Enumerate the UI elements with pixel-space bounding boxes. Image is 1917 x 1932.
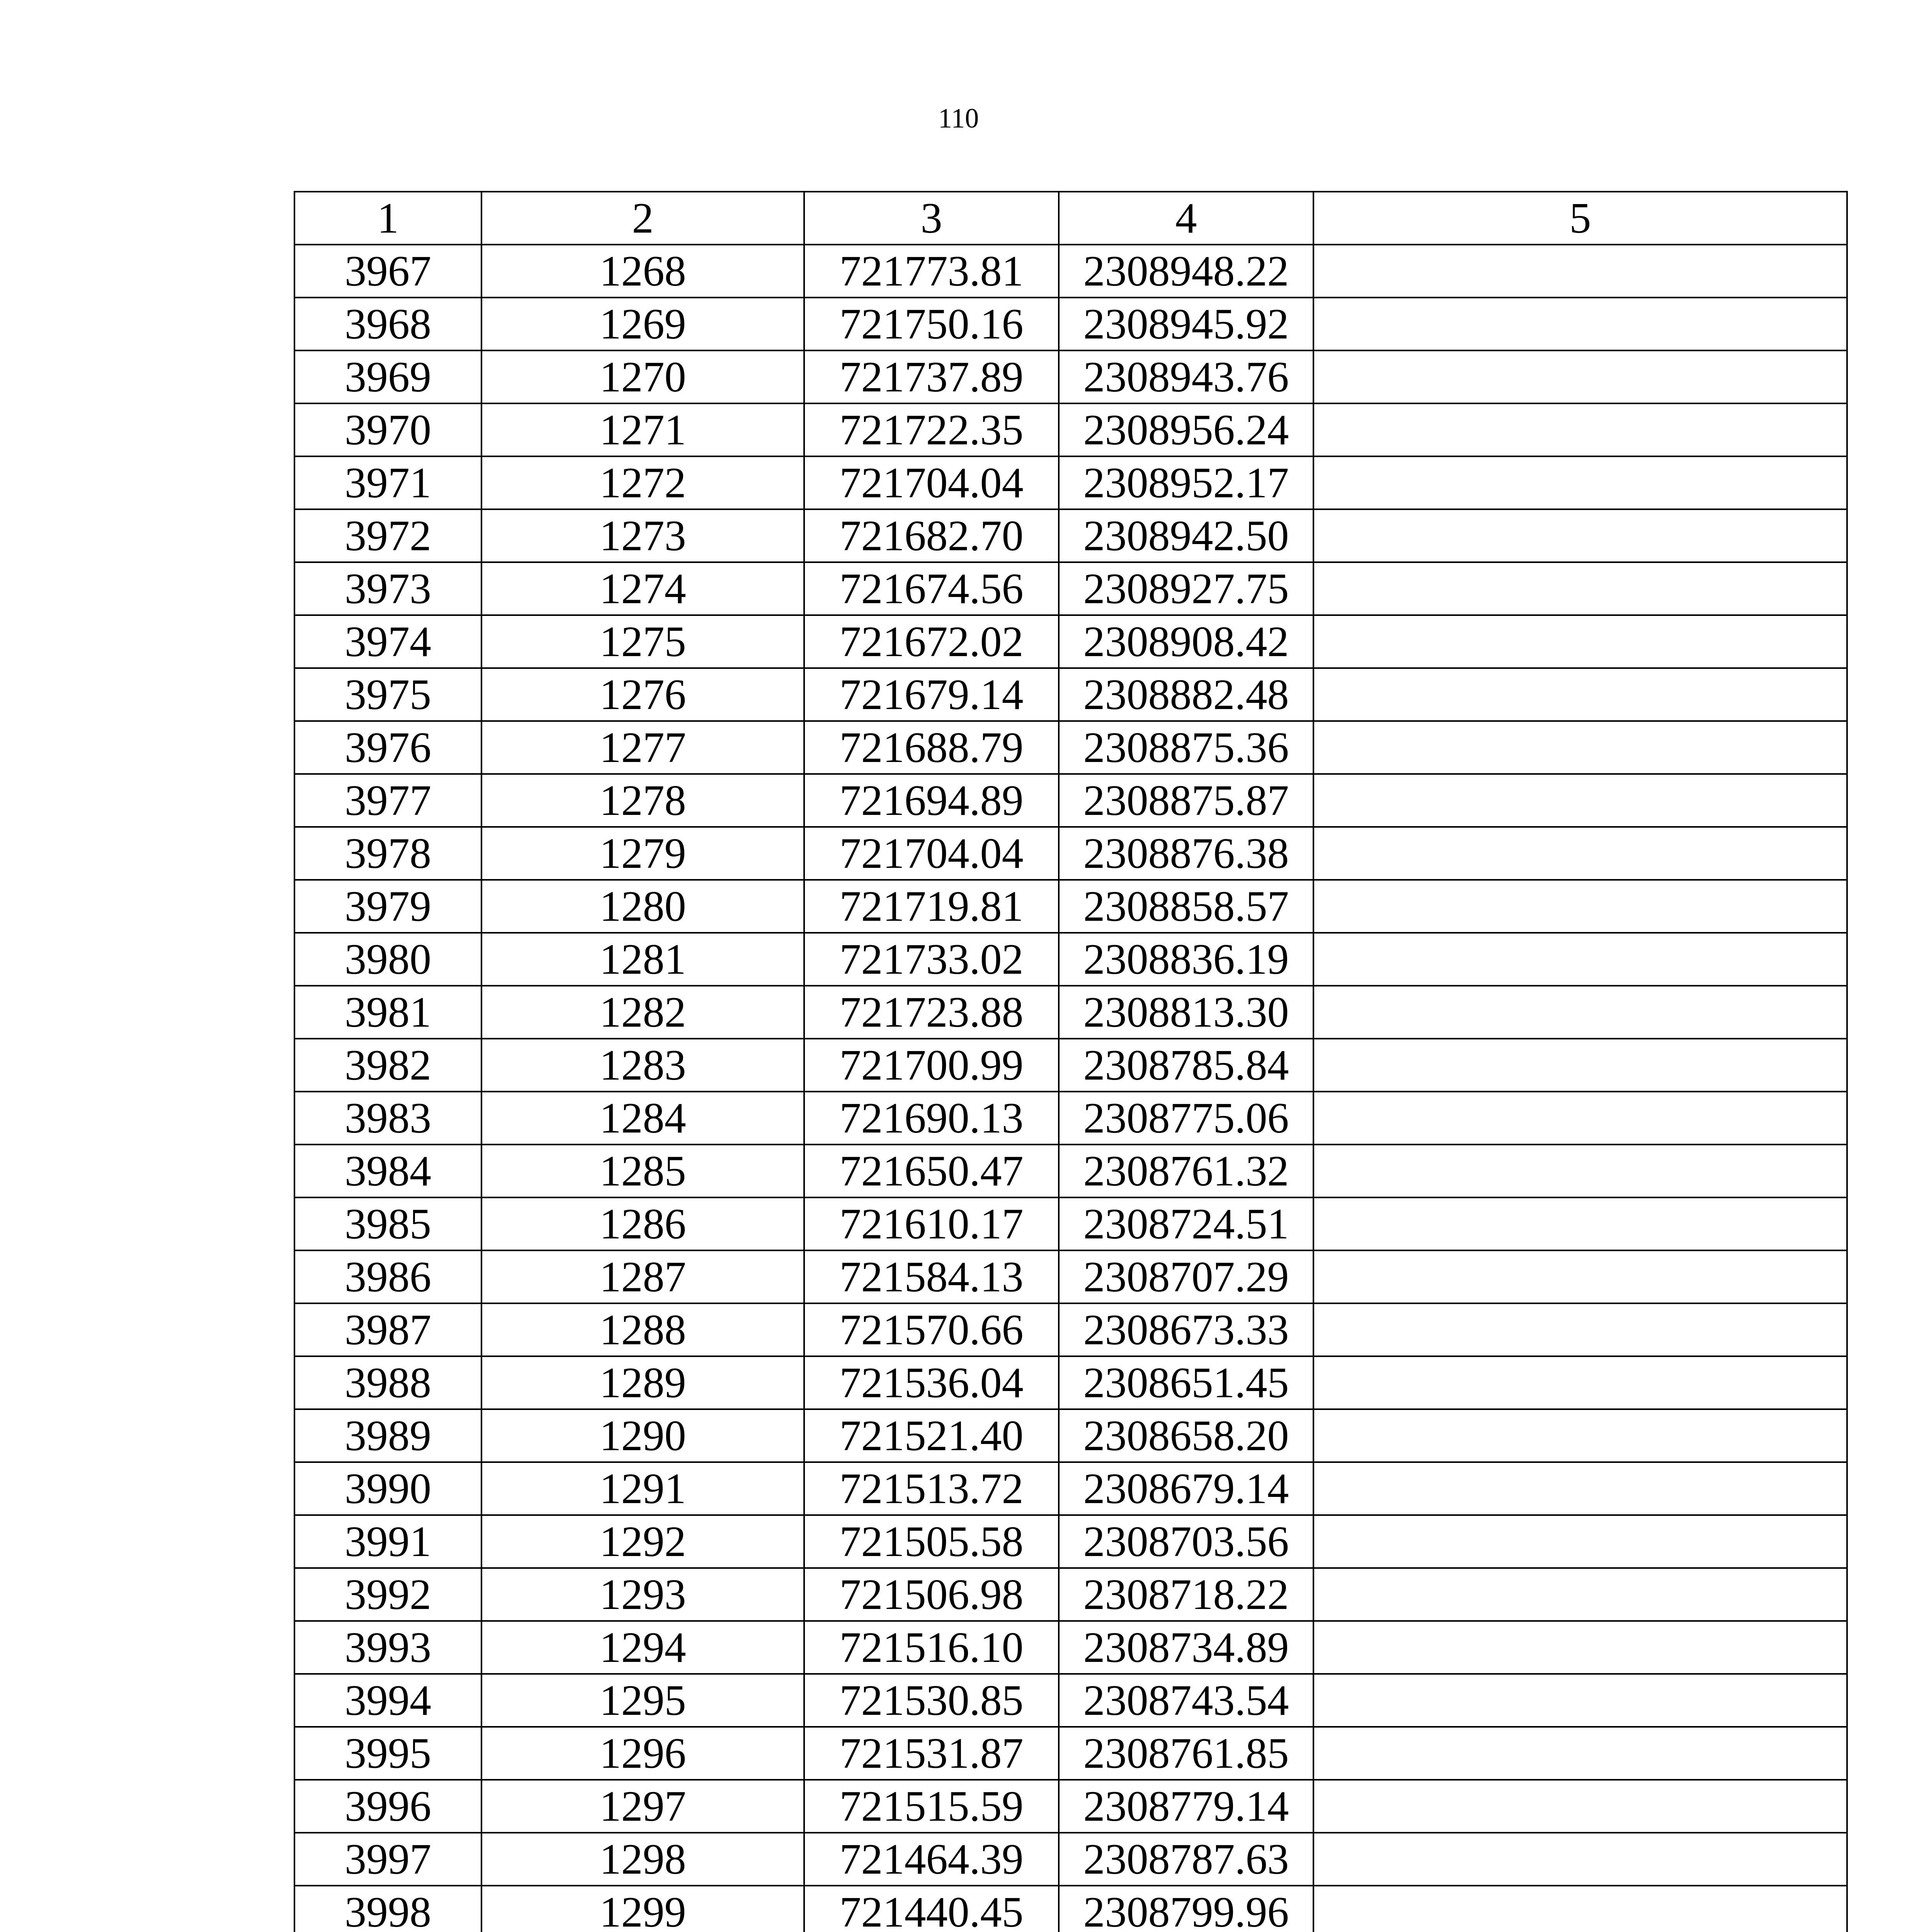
cell-col1: 3986: [294, 1250, 481, 1303]
table-row: [294, 1515, 1847, 1568]
cell-col3: 721530.85: [804, 1674, 1059, 1727]
table-row: [294, 933, 1847, 986]
cell-col4: 2308785.84: [1059, 1039, 1313, 1092]
cell-col1: 3977: [294, 774, 481, 827]
cell-col1: 3967: [294, 245, 481, 298]
cell-col2: 1273: [481, 509, 804, 562]
cell-col3: 721688.79: [804, 721, 1059, 774]
header-cell-col2: 2: [481, 192, 804, 245]
cell-col4: 2308787.63: [1059, 1833, 1313, 1886]
cell-col4: 2308799.96: [1059, 1886, 1313, 1932]
cell-col4: 2308858.57: [1059, 880, 1313, 933]
cell-col2: 1276: [481, 668, 804, 721]
cell-col2: 1280: [481, 880, 804, 933]
table-row: [294, 1727, 1847, 1780]
cell-col3: 721690.13: [804, 1092, 1059, 1145]
cell-col4: 2308813.30: [1059, 986, 1313, 1039]
page-number: 110: [938, 103, 979, 134]
table-row: [294, 298, 1847, 350]
cell-col1: 3994: [294, 1674, 481, 1727]
cell-col5: [1313, 1674, 1847, 1727]
cell-col1: 3968: [294, 298, 481, 350]
cell-col5: [1313, 1092, 1847, 1145]
cell-col2: 1293: [481, 1568, 804, 1621]
cell-col1: 3983: [294, 1092, 481, 1145]
table-row: [294, 1621, 1847, 1674]
table-row: [294, 1462, 1847, 1515]
cell-col1: 3993: [294, 1621, 481, 1674]
cell-col2: 1285: [481, 1145, 804, 1197]
cell-col2: 1298: [481, 1833, 804, 1886]
cell-col5: [1313, 456, 1847, 509]
cell-col1: 3973: [294, 562, 481, 615]
cell-col1: 3989: [294, 1409, 481, 1462]
cell-col5: [1313, 1197, 1847, 1250]
cell-col5: [1313, 1515, 1847, 1568]
table-row: [294, 615, 1847, 668]
table-row: [294, 350, 1847, 403]
cell-col2: 1286: [481, 1197, 804, 1250]
cell-col3: 721737.89: [804, 350, 1059, 403]
table-body: [294, 245, 1847, 1932]
cell-col5: [1313, 1727, 1847, 1780]
cell-col4: 2308761.32: [1059, 1145, 1313, 1197]
cell-col2: 1269: [481, 298, 804, 350]
cell-col4: 2308943.76: [1059, 350, 1313, 403]
cell-col2: 1277: [481, 721, 804, 774]
table-row: [294, 1833, 1847, 1886]
cell-col3: 721694.89: [804, 774, 1059, 827]
cell-col3: 721722.35: [804, 403, 1059, 456]
cell-col4: 2308734.89: [1059, 1621, 1313, 1674]
cell-col3: 721674.56: [804, 562, 1059, 615]
cell-col5: [1313, 1780, 1847, 1833]
cell-col3: 721750.16: [804, 298, 1059, 350]
cell-col5: [1313, 774, 1847, 827]
table-row: [294, 509, 1847, 562]
cell-col5: [1313, 1462, 1847, 1515]
cell-col3: 721719.81: [804, 880, 1059, 933]
cell-col3: 721506.98: [804, 1568, 1059, 1621]
cell-col5: [1313, 1886, 1847, 1932]
cell-col5: [1313, 1039, 1847, 1092]
cell-col4: 2308945.92: [1059, 298, 1313, 350]
cell-col1: 3978: [294, 827, 481, 880]
cell-col3: 721521.40: [804, 1409, 1059, 1462]
cell-col5: [1313, 1621, 1847, 1674]
cell-col2: 1275: [481, 615, 804, 668]
cell-col2: 1272: [481, 456, 804, 509]
cell-col5: [1313, 615, 1847, 668]
cell-col5: [1313, 298, 1847, 350]
cell-col1: 3987: [294, 1303, 481, 1356]
cell-col4: 2308882.48: [1059, 668, 1313, 721]
cell-col3: 721513.72: [804, 1462, 1059, 1515]
cell-col5: [1313, 562, 1847, 615]
cell-col2: 1294: [481, 1621, 804, 1674]
cell-col4: 2308876.38: [1059, 827, 1313, 880]
table-row: [294, 774, 1847, 827]
cell-col5: [1313, 509, 1847, 562]
cell-col5: [1313, 1568, 1847, 1621]
cell-col1: 3971: [294, 456, 481, 509]
table-row: [294, 880, 1847, 933]
cell-col4: 2308952.17: [1059, 456, 1313, 509]
table-row: [294, 721, 1847, 774]
cell-col5: [1313, 1145, 1847, 1197]
table-row: [294, 1303, 1847, 1356]
cell-col4: 2308836.19: [1059, 933, 1313, 986]
cell-col1: 3982: [294, 1039, 481, 1092]
table-row: [294, 827, 1847, 880]
coordinates-table: [294, 191, 1848, 1932]
table-row: [294, 1886, 1847, 1932]
cell-col1: 3976: [294, 721, 481, 774]
cell-col5: [1313, 1833, 1847, 1886]
cell-col1: 3998: [294, 1886, 481, 1932]
table-row: [294, 1674, 1847, 1727]
cell-col3: 721516.10: [804, 1621, 1059, 1674]
cell-col3: 721704.04: [804, 827, 1059, 880]
cell-col5: [1313, 668, 1847, 721]
header-cell-col3: 3: [804, 192, 1059, 245]
table-row: [294, 1197, 1847, 1250]
cell-col4: 2308651.45: [1059, 1356, 1313, 1409]
cell-col3: 721682.70: [804, 509, 1059, 562]
cell-col3: 721515.59: [804, 1780, 1059, 1833]
cell-col4: 2308679.14: [1059, 1462, 1313, 1515]
cell-col2: 1299: [481, 1886, 804, 1932]
cell-col5: [1313, 403, 1847, 456]
cell-col5: [1313, 721, 1847, 774]
cell-col1: 3992: [294, 1568, 481, 1621]
cell-col4: 2308948.22: [1059, 245, 1313, 298]
cell-col3: 721700.99: [804, 1039, 1059, 1092]
cell-col4: 2308942.50: [1059, 509, 1313, 562]
cell-col2: 1278: [481, 774, 804, 827]
cell-col1: 3991: [294, 1515, 481, 1568]
cell-col3: 721773.81: [804, 245, 1059, 298]
cell-col3: 721505.58: [804, 1515, 1059, 1568]
cell-col2: 1291: [481, 1462, 804, 1515]
cell-col2: 1284: [481, 1092, 804, 1145]
cell-col4: 2308703.56: [1059, 1515, 1313, 1568]
cell-col1: 3996: [294, 1780, 481, 1833]
cell-col4: 2308658.20: [1059, 1409, 1313, 1462]
cell-col4: 2308779.14: [1059, 1780, 1313, 1833]
cell-col5: [1313, 880, 1847, 933]
cell-col1: 3980: [294, 933, 481, 986]
table-header: [294, 192, 1847, 245]
cell-col5: [1313, 1409, 1847, 1462]
table-row: [294, 1356, 1847, 1409]
cell-col3: 721723.88: [804, 986, 1059, 1039]
table-row: [294, 562, 1847, 615]
header-cell-col1: 1: [294, 192, 481, 245]
cell-col2: 1283: [481, 1039, 804, 1092]
cell-col5: [1313, 1250, 1847, 1303]
cell-col4: 2308875.87: [1059, 774, 1313, 827]
cell-col1: 3969: [294, 350, 481, 403]
cell-col2: 1289: [481, 1356, 804, 1409]
cell-col4: 2308724.51: [1059, 1197, 1313, 1250]
cell-col4: 2308908.42: [1059, 615, 1313, 668]
cell-col4: 2308743.54: [1059, 1674, 1313, 1727]
cell-col1: 3981: [294, 986, 481, 1039]
cell-col2: 1281: [481, 933, 804, 986]
header-cell-col5: 5: [1313, 192, 1847, 245]
cell-col2: 1288: [481, 1303, 804, 1356]
table-row: [294, 1092, 1847, 1145]
table-row: [294, 1780, 1847, 1833]
cell-col1: 3988: [294, 1356, 481, 1409]
cell-col3: 721733.02: [804, 933, 1059, 986]
cell-col3: 721531.87: [804, 1727, 1059, 1780]
cell-col3: 721570.66: [804, 1303, 1059, 1356]
cell-col4: 2308875.36: [1059, 721, 1313, 774]
cell-col3: 721584.13: [804, 1250, 1059, 1303]
cell-col2: 1274: [481, 562, 804, 615]
cell-col3: 721464.39: [804, 1833, 1059, 1886]
cell-col2: 1268: [481, 245, 804, 298]
cell-col5: [1313, 245, 1847, 298]
cell-col2: 1290: [481, 1409, 804, 1462]
cell-col1: 3984: [294, 1145, 481, 1197]
cell-col5: [1313, 933, 1847, 986]
cell-col4: 2308673.33: [1059, 1303, 1313, 1356]
table-row: [294, 1409, 1847, 1462]
cell-col1: 3997: [294, 1833, 481, 1886]
cell-col4: 2308927.75: [1059, 562, 1313, 615]
cell-col1: 3985: [294, 1197, 481, 1250]
cell-col2: 1282: [481, 986, 804, 1039]
cell-col2: 1296: [481, 1727, 804, 1780]
cell-col2: 1279: [481, 827, 804, 880]
cell-col4: 2308707.29: [1059, 1250, 1313, 1303]
cell-col2: 1295: [481, 1674, 804, 1727]
cell-col1: 3979: [294, 880, 481, 933]
cell-col3: 721610.17: [804, 1197, 1059, 1250]
cell-col3: 721650.47: [804, 1145, 1059, 1197]
table-row: [294, 1039, 1847, 1092]
table-row: [294, 456, 1847, 509]
cell-col1: 3970: [294, 403, 481, 456]
cell-col5: [1313, 827, 1847, 880]
cell-col3: 721536.04: [804, 1356, 1059, 1409]
header-cell-col4: 4: [1059, 192, 1313, 245]
cell-col4: 2308775.06: [1059, 1092, 1313, 1145]
cell-col2: 1271: [481, 403, 804, 456]
table-row: [294, 1145, 1847, 1197]
cell-col1: 3972: [294, 509, 481, 562]
cell-col2: 1287: [481, 1250, 804, 1303]
cell-col5: [1313, 350, 1847, 403]
cell-col2: 1297: [481, 1780, 804, 1833]
cell-col5: [1313, 1303, 1847, 1356]
cell-col3: 721679.14: [804, 668, 1059, 721]
cell-col5: [1313, 1356, 1847, 1409]
table-row: [294, 668, 1847, 721]
cell-col4: 2308718.22: [1059, 1568, 1313, 1621]
cell-col5: [1313, 986, 1847, 1039]
table-row: [294, 1568, 1847, 1621]
table-row: [294, 403, 1847, 456]
cell-col1: 3990: [294, 1462, 481, 1515]
cell-col3: 721672.02: [804, 615, 1059, 668]
table-row: [294, 245, 1847, 298]
cell-col4: 2308956.24: [1059, 403, 1313, 456]
cell-col3: 721704.04: [804, 456, 1059, 509]
cell-col3: 721440.45: [804, 1886, 1059, 1932]
cell-col1: 3995: [294, 1727, 481, 1780]
cell-col1: 3974: [294, 615, 481, 668]
cell-col1: 3975: [294, 668, 481, 721]
cell-col2: 1270: [481, 350, 804, 403]
cell-col4: 2308761.85: [1059, 1727, 1313, 1780]
table-row: [294, 986, 1847, 1039]
header-row: [294, 192, 1847, 245]
table-row: [294, 1250, 1847, 1303]
cell-col2: 1292: [481, 1515, 804, 1568]
